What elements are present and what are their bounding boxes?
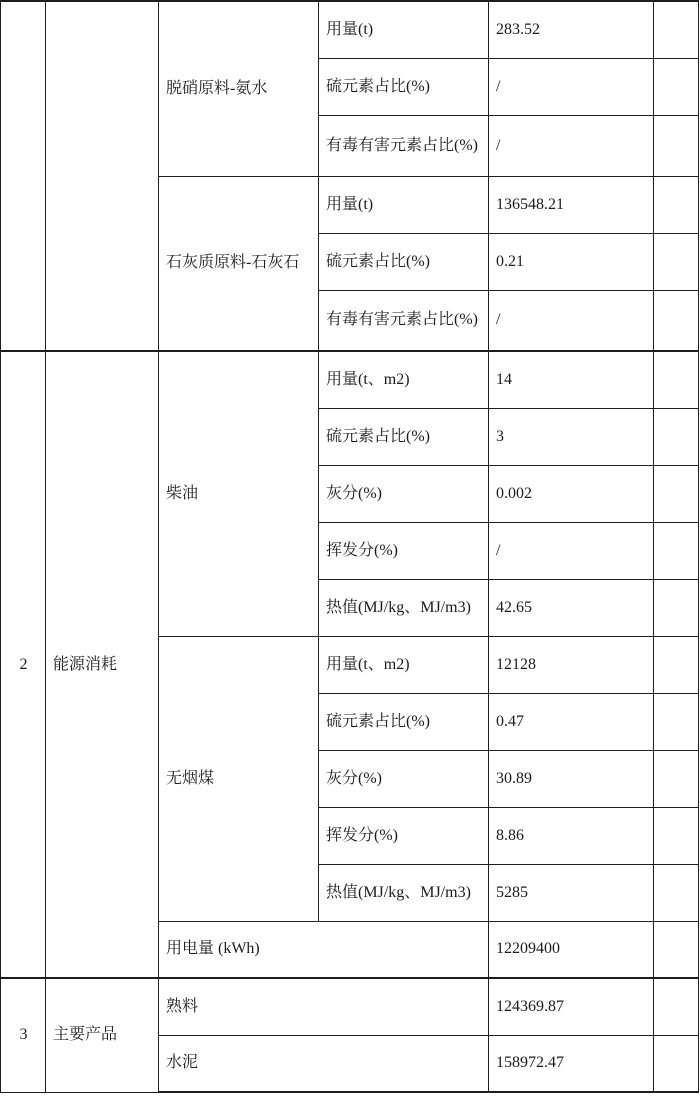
value-cell: / <box>489 290 654 351</box>
filler-cell <box>654 921 699 978</box>
filler-cell <box>654 408 699 465</box>
value-cell: / <box>489 522 654 579</box>
row-index-cell: 2 <box>1 351 46 978</box>
filler-cell <box>654 750 699 807</box>
material-cell: 水泥 <box>159 1035 489 1092</box>
row-index-cell: 3 <box>1 978 46 1092</box>
value-cell: 14 <box>489 351 654 408</box>
filler-cell <box>654 115 699 176</box>
row-index-cell <box>1 1 46 351</box>
category-cell <box>46 1 159 351</box>
filler-cell <box>654 978 699 1035</box>
material-cell: 柴油 <box>159 351 319 636</box>
attribute-cell: 挥发分(%) <box>319 522 489 579</box>
table-row <box>1 978 699 1035</box>
attribute-cell: 硫元素占比(%) <box>319 693 489 750</box>
category-cell: 主要产品 <box>46 978 159 1092</box>
value-cell: 42.65 <box>489 579 654 636</box>
material-cell: 无烟煤 <box>159 636 319 921</box>
attribute-cell: 挥发分(%) <box>319 807 489 864</box>
filler-cell <box>654 351 699 408</box>
filler-cell <box>654 58 699 115</box>
filler-cell <box>654 522 699 579</box>
attribute-cell: 灰分(%) <box>319 750 489 807</box>
attribute-cell: 硫元素占比(%) <box>319 58 489 115</box>
value-cell: 158972.47 <box>489 1035 654 1092</box>
value-cell: 8.86 <box>489 807 654 864</box>
filler-cell <box>654 233 699 290</box>
value-cell: / <box>489 115 654 176</box>
attribute-cell: 有毒有害元素占比(%) <box>319 290 489 351</box>
value-cell: 0.21 <box>489 233 654 290</box>
value-cell: 136548.21 <box>489 176 654 233</box>
attribute-cell: 用量(t、m2) <box>319 636 489 693</box>
value-cell: 5285 <box>489 864 654 921</box>
value-cell: / <box>489 58 654 115</box>
filler-cell <box>654 290 699 351</box>
value-cell: 12128 <box>489 636 654 693</box>
material-cell: 脱硝原料-氨水 <box>159 1 319 176</box>
filler-cell <box>654 693 699 750</box>
attribute-cell: 热值(MJ/kg、MJ/m3) <box>319 579 489 636</box>
material-cell: 熟料 <box>159 978 489 1035</box>
filler-cell <box>654 636 699 693</box>
value-cell: 283.52 <box>489 1 654 58</box>
value-cell: 124369.87 <box>489 978 654 1035</box>
table-row <box>1 1 699 58</box>
filler-cell <box>654 1 699 58</box>
filler-cell <box>654 176 699 233</box>
value-cell: 3 <box>489 408 654 465</box>
attribute-cell: 硫元素占比(%) <box>319 233 489 290</box>
attribute-cell: 用量(t) <box>319 176 489 233</box>
filler-cell <box>654 807 699 864</box>
attribute-cell: 用量(t、m2) <box>319 351 489 408</box>
filler-cell <box>654 864 699 921</box>
table-row <box>1 351 699 408</box>
category-cell: 能源消耗 <box>46 351 159 978</box>
value-cell: 30.89 <box>489 750 654 807</box>
filler-cell <box>654 579 699 636</box>
attribute-cell: 有毒有害元素占比(%) <box>319 115 489 176</box>
attribute-cell: 硫元素占比(%) <box>319 408 489 465</box>
value-cell: 0.002 <box>489 465 654 522</box>
value-cell: 0.47 <box>489 693 654 750</box>
material-cell: 用电量 (kWh) <box>159 921 489 978</box>
material-cell: 石灰质原料-石灰石 <box>159 176 319 351</box>
value-cell: 12209400 <box>489 921 654 978</box>
filler-cell <box>654 465 699 522</box>
attribute-cell: 用量(t) <box>319 1 489 58</box>
filler-cell <box>654 1035 699 1092</box>
attribute-cell: 灰分(%) <box>319 465 489 522</box>
attribute-cell: 热值(MJ/kg、MJ/m3) <box>319 864 489 921</box>
